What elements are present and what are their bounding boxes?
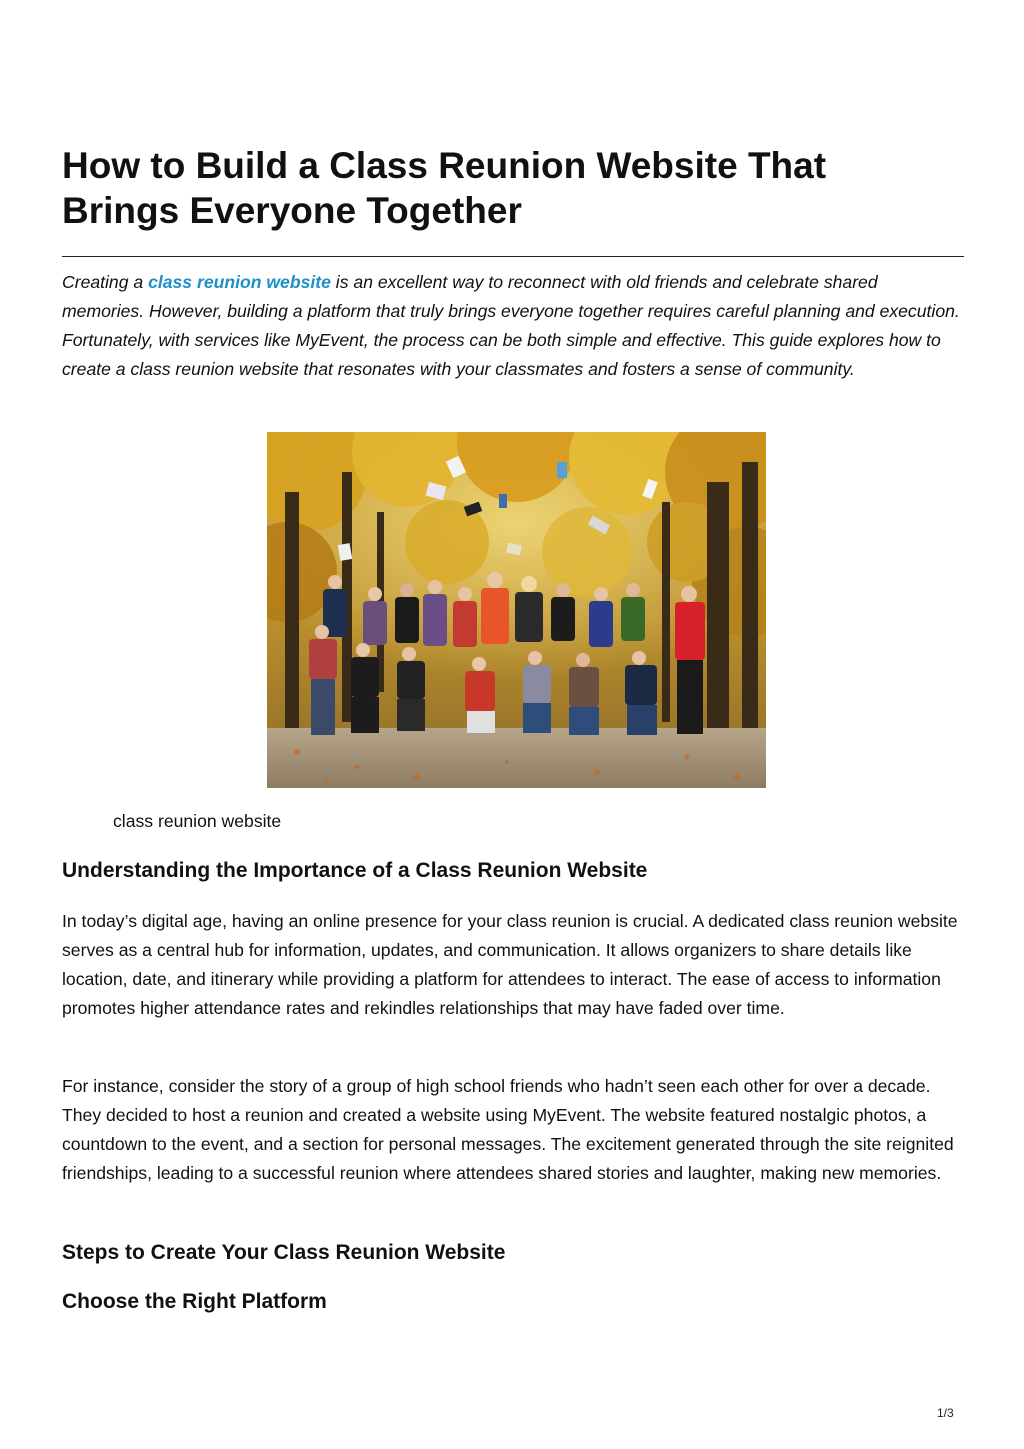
intro-text-before-link: Creating a bbox=[62, 272, 149, 292]
photo-caption: class reunion website bbox=[113, 811, 282, 831]
page-title: How to Build a Class Reunion Website That Brings Everyone Together bbox=[62, 145, 827, 231]
subsection-heading-platform: Choose the Right Platform bbox=[62, 1290, 327, 1313]
section-heading-importance: Understanding the Importance of a Class Reunion Website bbox=[62, 859, 648, 882]
reunion-photo bbox=[267, 432, 766, 788]
title-divider bbox=[62, 256, 964, 257]
intro-text-after-link: is an excellent way to reconnect with old friends and celebrate shared memories. However, building a platform that truly brings everyone together requires careful planning and execution. Fortunately, with services like MyEvent, the process can be both simple and effective. This guide explores how to create a class reunion website that resonates with your classmates and fosters a sense of community. bbox=[62, 272, 960, 379]
reunion-photo-illustration bbox=[267, 432, 766, 788]
intro-paragraph bbox=[62, 268, 964, 384]
importance-paragraph-2: For instance, consider the story of a group of high school friends who hadn’t seen each other for over a decade. They decided to host a reunion and created a website using MyEvent. The website featured nostalgic photos, a countdown to the event, and a section for personal messages. The excitement generated through the site reignited friendships, leading to a successful reunion where attendees shared stories and laughter, making new memories. bbox=[62, 1076, 954, 1183]
class-reunion-website-link[interactable]: class reunion website bbox=[148, 272, 331, 292]
importance-paragraph-1: In today’s digital age, having an online presence for your class reunion is crucial. A dedicated class reunion website serves as a central hub for information, updates, and communication. It allows organizers to share details like location, date, and itinerary while providing a platform for attendees to interact. The ease of access to information promotes higher attendance rates and rekindles relationships that may have faded over time. bbox=[62, 911, 958, 1018]
section-heading-steps: Steps to Create Your Class Reunion Website bbox=[62, 1241, 506, 1264]
page-number: 1/3 bbox=[937, 1406, 954, 1420]
